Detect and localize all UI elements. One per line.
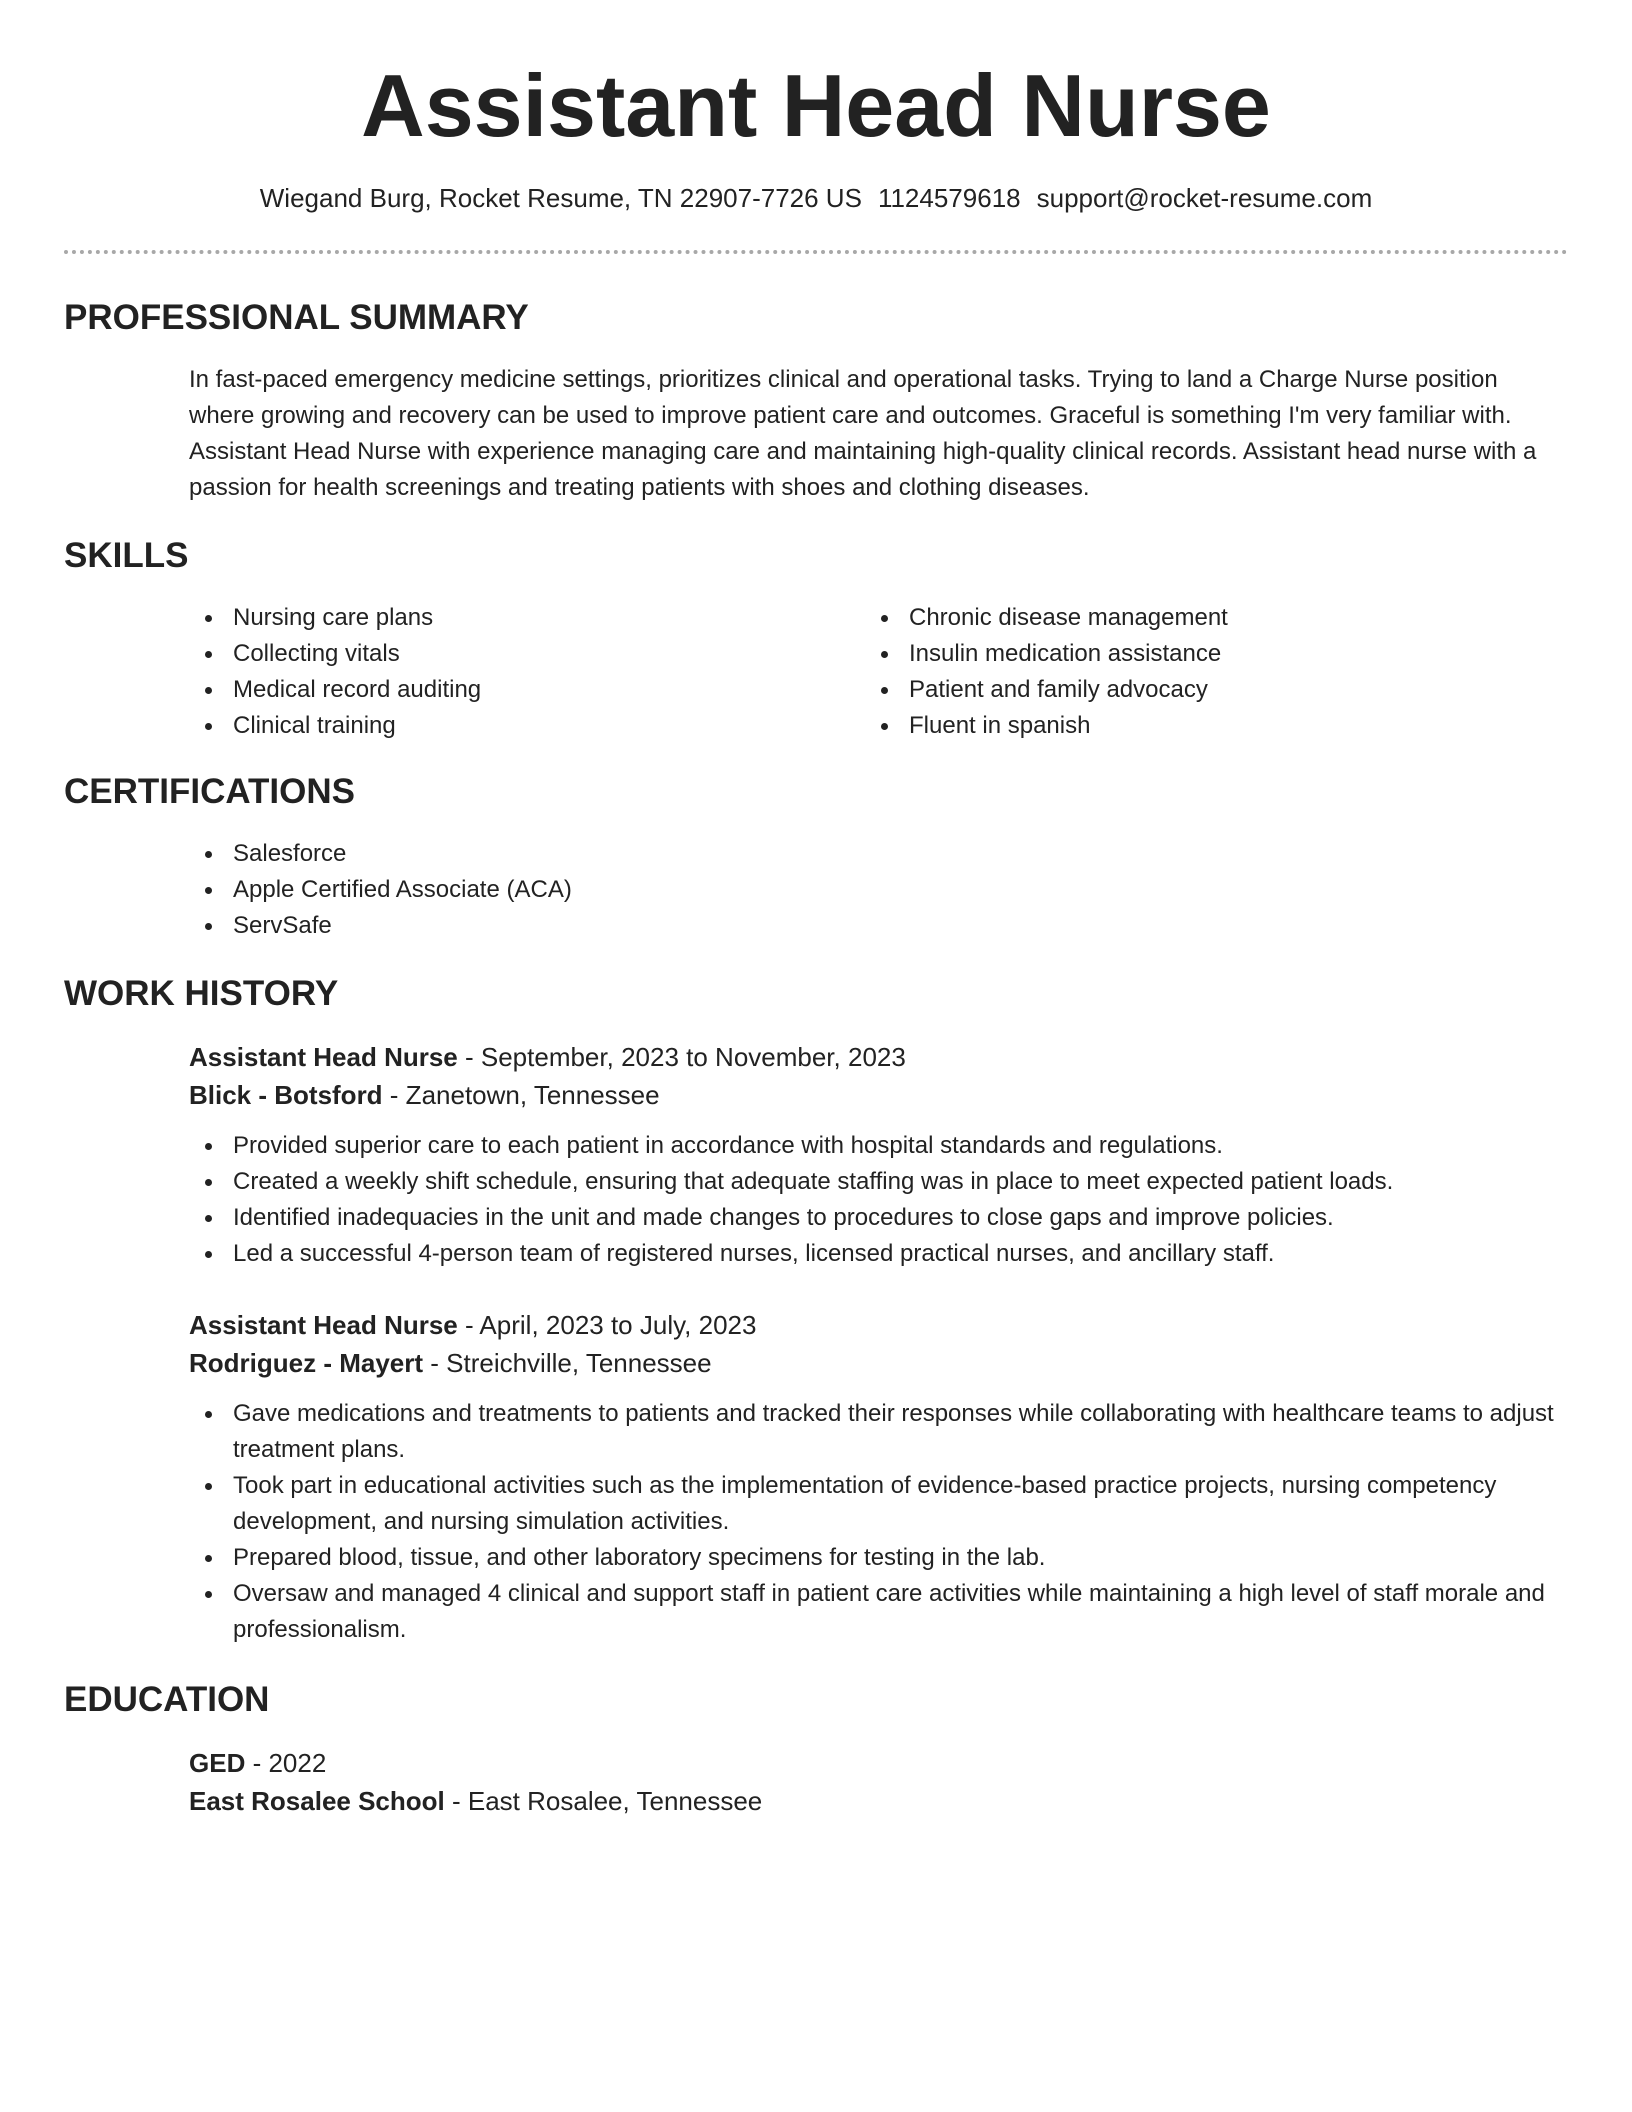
job-bullets bbox=[189, 1396, 1569, 1648]
contact-address: Wiegand Burg, Rocket Resume, TN 22907-7726 US bbox=[259, 183, 862, 213]
certification-item: Salesforce bbox=[189, 836, 1569, 872]
job-bullet: Created a weekly shift schedule, ensuring that adequate staffing was in place to meet expected patient loads. bbox=[189, 1164, 1569, 1200]
job-bullet: Took part in educational activities such as the implementation of evidence-based practice projects, nursing competency development, and nursing simulation activities. bbox=[189, 1468, 1569, 1540]
job-entry bbox=[189, 1038, 1569, 1114]
skills-left-list bbox=[189, 600, 809, 744]
job-role: Assistant Head Nurse bbox=[189, 1042, 458, 1072]
skill-item: Collecting vitals bbox=[189, 636, 809, 672]
job-title-line bbox=[189, 1306, 1569, 1344]
job-dates: - September, 2023 to November, 2023 bbox=[457, 1042, 906, 1072]
education-entry bbox=[189, 1744, 1569, 1820]
resume-name: Assistant Head Nurse bbox=[361, 56, 1271, 155]
skill-item: Insulin medication assistance bbox=[865, 636, 1485, 672]
job-location: - Streichville, Tennessee bbox=[423, 1348, 712, 1378]
skill-item: Nursing care plans bbox=[189, 600, 809, 636]
job-dates: - April, 2023 to July, 2023 bbox=[457, 1310, 757, 1340]
job-company-line bbox=[189, 1076, 1569, 1114]
summary-section bbox=[189, 362, 1569, 506]
skill-item: Medical record auditing bbox=[189, 672, 809, 708]
skill-item: Fluent in spanish bbox=[865, 708, 1485, 744]
job-company-line bbox=[189, 1344, 1569, 1382]
job-bullet: Provided superior care to each patient in accordance with hospital standards and regulations. bbox=[189, 1128, 1569, 1164]
certification-item: Apple Certified Associate (ACA) bbox=[189, 872, 1569, 908]
skills-right-list bbox=[865, 600, 1485, 744]
skills-right-column bbox=[865, 600, 1485, 744]
certifications-section bbox=[189, 836, 1569, 944]
work-history-heading: WORK HISTORY bbox=[64, 974, 339, 1013]
skill-item: Clinical training bbox=[189, 708, 809, 744]
education-year: - 2022 bbox=[245, 1748, 327, 1778]
job-bullet: Led a successful 4-person team of registered nurses, licensed practical nurses, and ancillary staff. bbox=[189, 1236, 1569, 1272]
certification-item: ServSafe bbox=[189, 908, 1569, 944]
education-degree: GED bbox=[189, 1748, 246, 1778]
skills-left-column bbox=[189, 600, 809, 744]
education-degree-line bbox=[189, 1744, 1569, 1782]
education-school: East Rosalee School bbox=[189, 1786, 445, 1816]
education-school-line bbox=[189, 1782, 1569, 1820]
contact-line bbox=[0, 180, 1632, 216]
certifications-list bbox=[189, 836, 1569, 944]
job-bullet: Gave medications and treatments to patients and tracked their responses while collaborating with healthcare teams to adjust treatment plans. bbox=[189, 1396, 1569, 1468]
certifications-heading: CERTIFICATIONS bbox=[64, 772, 356, 811]
job-bullet-list bbox=[189, 1128, 1569, 1272]
job-bullet: Oversaw and managed 4 clinical and support staff in patient care activities while maintaining a high level of staff morale and professionalism. bbox=[189, 1576, 1569, 1648]
job-company: Rodriguez - Mayert bbox=[189, 1348, 424, 1378]
contact-phone: 1124579618 bbox=[877, 183, 1021, 213]
header-divider bbox=[64, 250, 1568, 254]
job-role: Assistant Head Nurse bbox=[189, 1310, 458, 1340]
skill-item: Chronic disease management bbox=[865, 600, 1485, 636]
education-location: - East Rosalee, Tennessee bbox=[444, 1786, 763, 1816]
skills-heading: SKILLS bbox=[64, 536, 189, 575]
job-company: Blick - Botsford bbox=[189, 1080, 383, 1110]
contact-email: support@rocket-resume.com bbox=[1036, 183, 1373, 213]
job-bullets bbox=[189, 1128, 1569, 1272]
job-location: - Zanetown, Tennessee bbox=[382, 1080, 660, 1110]
job-title-line bbox=[189, 1038, 1569, 1076]
education-heading: EDUCATION bbox=[64, 1680, 270, 1719]
job-bullet: Identified inadequacies in the unit and made changes to procedures to close gaps and improve policies. bbox=[189, 1200, 1569, 1236]
skill-item: Patient and family advocacy bbox=[865, 672, 1485, 708]
summary-heading: PROFESSIONAL SUMMARY bbox=[64, 298, 529, 337]
summary-text: In fast-paced emergency medicine settings, prioritizes clinical and operational tasks. Trying to land a Charge Nurse position where growing and recovery can be used to improve patient care and outcomes. Graceful is something I'm very familiar with. Assistant Head Nurse with experience managing care and maintaining high-quality clinical records. Assistant head nurse with a passion for health screenings and treating patients with shoes and clothing diseases. bbox=[189, 366, 1537, 501]
job-entry bbox=[189, 1306, 1569, 1382]
job-bullet-list bbox=[189, 1396, 1569, 1648]
job-bullet: Prepared blood, tissue, and other laboratory specimens for testing in the lab. bbox=[189, 1540, 1569, 1576]
